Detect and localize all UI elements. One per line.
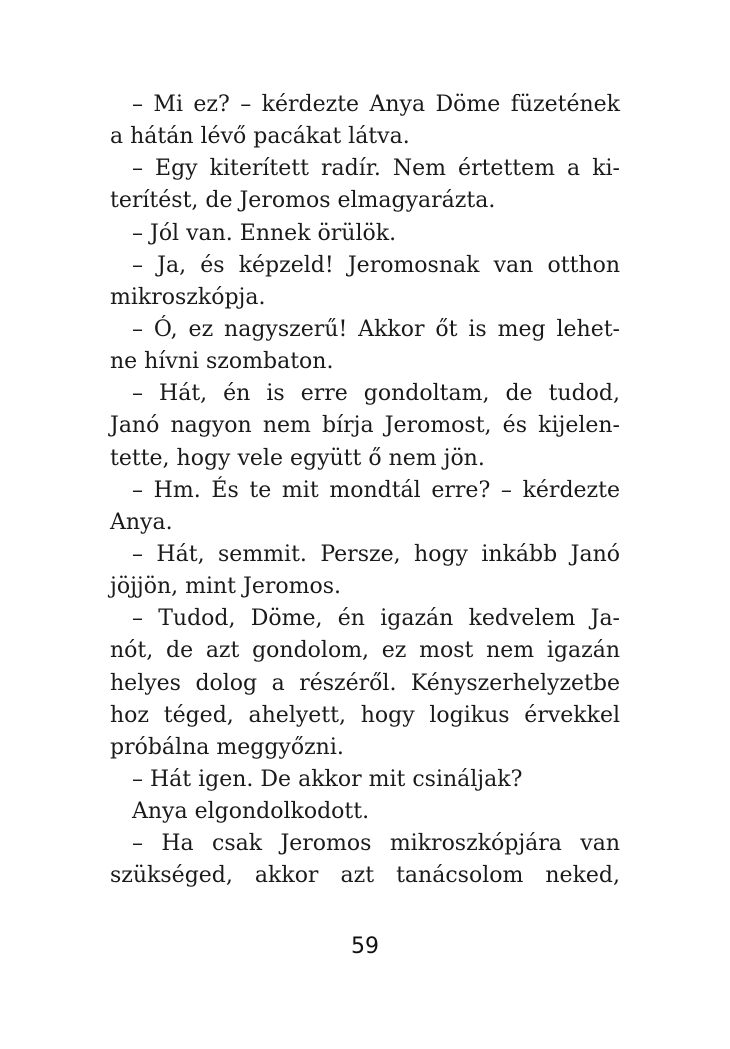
text-line: próbálna meggyőzni. (110, 734, 344, 760)
text-line: – Hát igen. De akkor mit csináljak? (132, 766, 523, 792)
text-line: – Hát, én is erre gondoltam, de tudod, (132, 381, 620, 407)
text-line: – Ha csak Jeromos mikroszkópjára van (132, 831, 620, 857)
text-line: a hátán lévő pacákat látva. (110, 124, 410, 150)
text-line: – Hm. És te mit mondtál erre? – kérdezte (132, 477, 620, 503)
text-line: terítést, de Jeromos elmagyarázta. (110, 188, 496, 214)
text-line: tette, hogy vele együtt ő nem jön. (110, 445, 485, 471)
text-line: hoz téged, ahelyett, hogy logikus érvekkel (110, 702, 620, 728)
text-line: szükséged, akkor azt tanácsolom neked, (110, 863, 620, 889)
text-line: helyes dolog a részéről. Kényszerhelyzetbe (110, 670, 620, 696)
text-line: ne hívni szombaton. (110, 349, 334, 375)
page-number: 59 (351, 934, 379, 959)
text-line: – Egy kiterített radír. Nem értettem a ki- (132, 156, 620, 182)
text-line: nót, de azt gondolom, ez most nem igazán (110, 638, 620, 664)
text-line: – Jól van. Ennek örülök. (132, 220, 397, 246)
text-line: Anya. (110, 509, 173, 535)
text-line: Anya elgondolkodott. (132, 799, 370, 825)
text-line: – Mi ez? – kérdezte Anya Döme füzetének (132, 92, 620, 117)
body-text (110, 89, 620, 893)
text-line: – Ó, ez nagyszerű! Akkor őt is meg lehet- (132, 316, 620, 342)
text-line: – Tudod, Döme, én igazán kedvelem Ja- (132, 606, 620, 632)
text-line: – Ja, és képzeld! Jeromosnak van otthon (132, 252, 620, 278)
text-line: jöjjön, mint Jeromos. (110, 574, 341, 600)
text-line: Janó nagyon nem bírja Jeromost, és kijelen- (110, 413, 620, 439)
text-line: mikroszkópja. (110, 284, 266, 310)
text-line: – Hát, semmit. Persze, hogy inkább Janó (132, 541, 620, 567)
